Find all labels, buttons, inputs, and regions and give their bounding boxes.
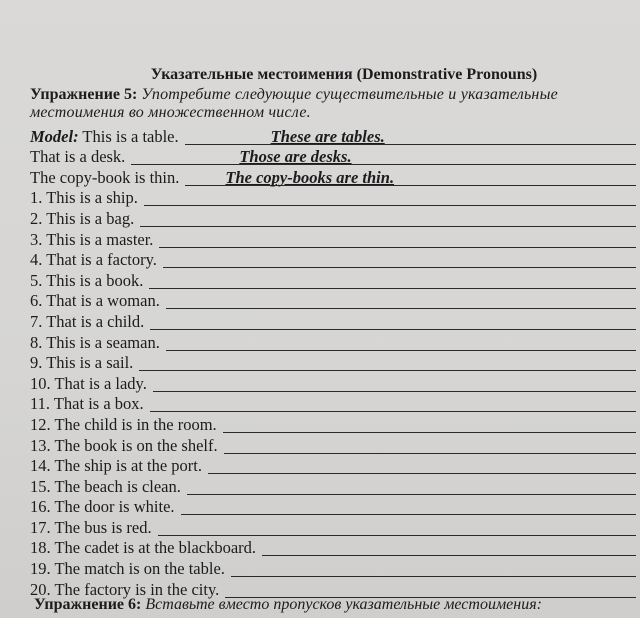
exercise-item — [30, 434, 636, 455]
answer-blank[interactable] — [149, 271, 636, 289]
example-row — [30, 166, 636, 187]
exercise-item — [30, 537, 636, 558]
exercise-5-label: Упражнение 5: — [30, 86, 138, 103]
answer-blank[interactable] — [208, 456, 636, 474]
exercise-6-instruction: Вставьте вместо пропусков указательные местоимения: — [145, 596, 542, 613]
exercise-item — [30, 475, 636, 496]
exercise-item — [30, 228, 636, 249]
answer-line — [185, 168, 636, 186]
exercise-rows — [30, 125, 636, 599]
example-sentence — [30, 128, 185, 146]
exercise-5-header — [30, 86, 626, 122]
exercise-item — [30, 187, 636, 208]
answer-blank[interactable] — [181, 497, 636, 515]
answer-blank[interactable] — [144, 188, 636, 206]
item-sentence: 3. This is a master. — [30, 229, 154, 249]
exercise-item — [30, 455, 636, 476]
item-sentence: 2. This is a bag. — [30, 208, 135, 228]
item-sentence: 10. That is a lady. — [30, 373, 147, 393]
item-sentence: 6. That is a woman. — [30, 291, 160, 311]
item-sentence: 18. The cadet is at the blackboard. — [30, 538, 257, 558]
answer-blank[interactable] — [225, 580, 636, 598]
example-row — [30, 125, 636, 146]
answer-blank[interactable] — [153, 374, 636, 392]
answer-blank[interactable] — [231, 559, 636, 577]
item-sentence: 19. The match is on the table. — [30, 559, 225, 579]
exercise-item — [30, 310, 636, 331]
answer-blank[interactable] — [262, 538, 636, 556]
exercise-item — [30, 393, 636, 414]
exercise-item — [30, 290, 636, 311]
exercise-item — [30, 207, 636, 228]
example-row — [30, 146, 636, 167]
answer-blank[interactable] — [166, 333, 636, 351]
exercise-item — [30, 249, 636, 270]
exercise-item — [30, 331, 636, 352]
exercise-item — [30, 352, 636, 373]
exercise-item — [30, 516, 636, 537]
item-sentence: 20. The factory is in the city. — [30, 579, 220, 599]
item-sentence: 1. This is a ship. — [30, 188, 138, 208]
example-answer: Those are desks. — [239, 147, 352, 167]
page-title: Указательные местоимения (Demonstrative Pronouns) — [150, 66, 538, 83]
answer-blank[interactable] — [187, 477, 636, 495]
exercise-item — [30, 269, 636, 290]
answer-blank[interactable] — [139, 353, 636, 371]
example-sentence: The copy-book is thin. — [30, 167, 180, 187]
item-sentence: 4. That is a factory. — [30, 250, 157, 270]
item-sentence: 14. The ship is at the port. — [30, 456, 203, 476]
answer-blank[interactable] — [224, 436, 636, 454]
item-sentence: 5. This is a book. — [30, 270, 144, 290]
item-sentence: 7. That is a child. — [30, 311, 145, 331]
item-sentence: 16. The door is white. — [30, 497, 175, 517]
exercise-6-label: Упражнение 6: — [34, 596, 142, 613]
exercise-5-instruction: Употребите следующие существительные и указательные местоимения во множественном числе. — [30, 86, 558, 121]
model-prefix: Model: — [30, 126, 79, 146]
item-sentence: 17. The bus is red. — [30, 517, 152, 537]
exercise-item — [30, 496, 636, 517]
example-text: This is a table. — [82, 126, 179, 146]
item-sentence: 11. That is a box. — [30, 394, 144, 414]
item-sentence: 15. The beach is clean. — [30, 476, 181, 496]
example-answer: The copy-books are thin. — [225, 167, 395, 187]
answer-blank[interactable] — [223, 415, 636, 433]
answer-blank[interactable] — [163, 250, 636, 268]
answer-line — [185, 127, 636, 145]
item-sentence: 8. This is a seaman. — [30, 332, 160, 352]
exercise-item — [30, 413, 636, 434]
example-answer: These are tables. — [270, 126, 385, 146]
exercise-item — [30, 372, 636, 393]
item-sentence: 9. This is a sail. — [30, 353, 134, 373]
item-sentence: 12. The child is in the room. — [30, 414, 217, 434]
example-sentence: That is a desk. — [30, 147, 126, 167]
exercise-6-header — [34, 596, 542, 614]
answer-blank[interactable] — [158, 518, 636, 536]
answer-line — [131, 147, 636, 165]
exercise-item — [30, 557, 636, 578]
answer-blank[interactable] — [140, 209, 636, 227]
item-sentence: 13. The book is on the shelf. — [30, 435, 218, 455]
answer-blank[interactable] — [159, 230, 636, 248]
answer-blank[interactable] — [166, 291, 636, 309]
answer-blank[interactable] — [150, 312, 636, 330]
answer-blank[interactable] — [150, 394, 636, 412]
